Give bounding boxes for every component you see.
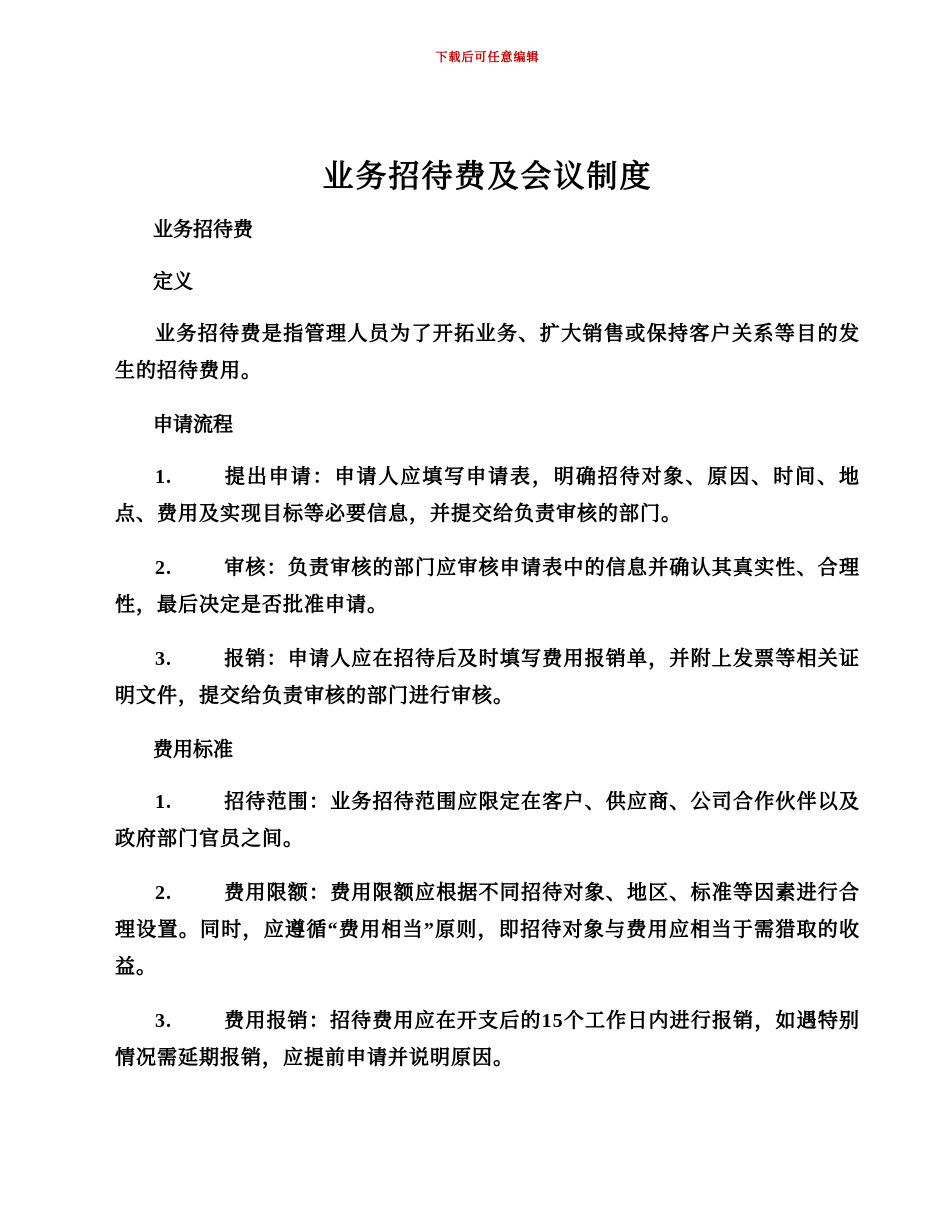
process-item-1-number: 1. — [155, 466, 172, 488]
standard-item-1-number: 1. — [155, 791, 172, 813]
section-heading-expense-standard: 费用标准 — [153, 739, 233, 761]
standard-item-3-number: 3. — [155, 1010, 172, 1032]
standard-item-1-text: 招待范围：业务招待范围应限定在客户、供应商、公司合作伙伴以及政府部门官员之间。 — [115, 791, 860, 850]
standard-item-3-text: 费用报销：招待费用应在开支后的15个工作日内进行报销，如遇特别情况需延期报销，应提前申请并说明原因。 — [115, 1010, 860, 1069]
process-item-3 — [115, 641, 860, 715]
standard-item-2 — [115, 875, 860, 986]
section-heading-application-process: 申请流程 — [153, 414, 233, 436]
process-item-3-number: 3. — [155, 648, 172, 670]
standard-item-2-text: 费用限额：费用限额应根据不同招待对象、地区、标准等因素进行合理设置。同时，应遵循“费用相当”原则，即招待对象与费用应相当于需猎取的收益。 — [115, 882, 860, 978]
process-item-3-text: 报销：申请人应在招待后及时填写费用报销单，并附上发票等相关证明文件，提交给负责审核的部门进行审核。 — [115, 648, 860, 707]
process-item-2-text: 审核：负责审核的部门应审核申请表中的信息并确认其真实性、合理性，最后决定是否批准申请。 — [115, 557, 860, 616]
process-item-2-number: 2. — [155, 557, 172, 579]
process-item-1 — [115, 459, 860, 533]
section-heading-definition: 定义 — [153, 271, 193, 293]
header-note: 下载后可任意编辑 — [435, 50, 540, 64]
standard-item-3 — [115, 1003, 860, 1077]
standard-item-2-number: 2. — [155, 882, 172, 904]
document-title: 业务招待费及会议制度 — [322, 159, 653, 194]
standard-item-1 — [115, 784, 860, 858]
process-item-2 — [115, 550, 860, 624]
section-heading-business-entertainment: 业务招待费 — [153, 219, 253, 241]
definition-paragraph: 业务招待费是指管理人员为了开拓业务、扩大销售或保持客户关系等目的发生的招待费用。 — [115, 323, 860, 382]
process-item-1-text: 提出申请：申请人应填写申请表，明确招待对象、原因、时间、地点、费用及实现目标等必要信息，并提交给负责审核的部门。 — [115, 466, 860, 525]
